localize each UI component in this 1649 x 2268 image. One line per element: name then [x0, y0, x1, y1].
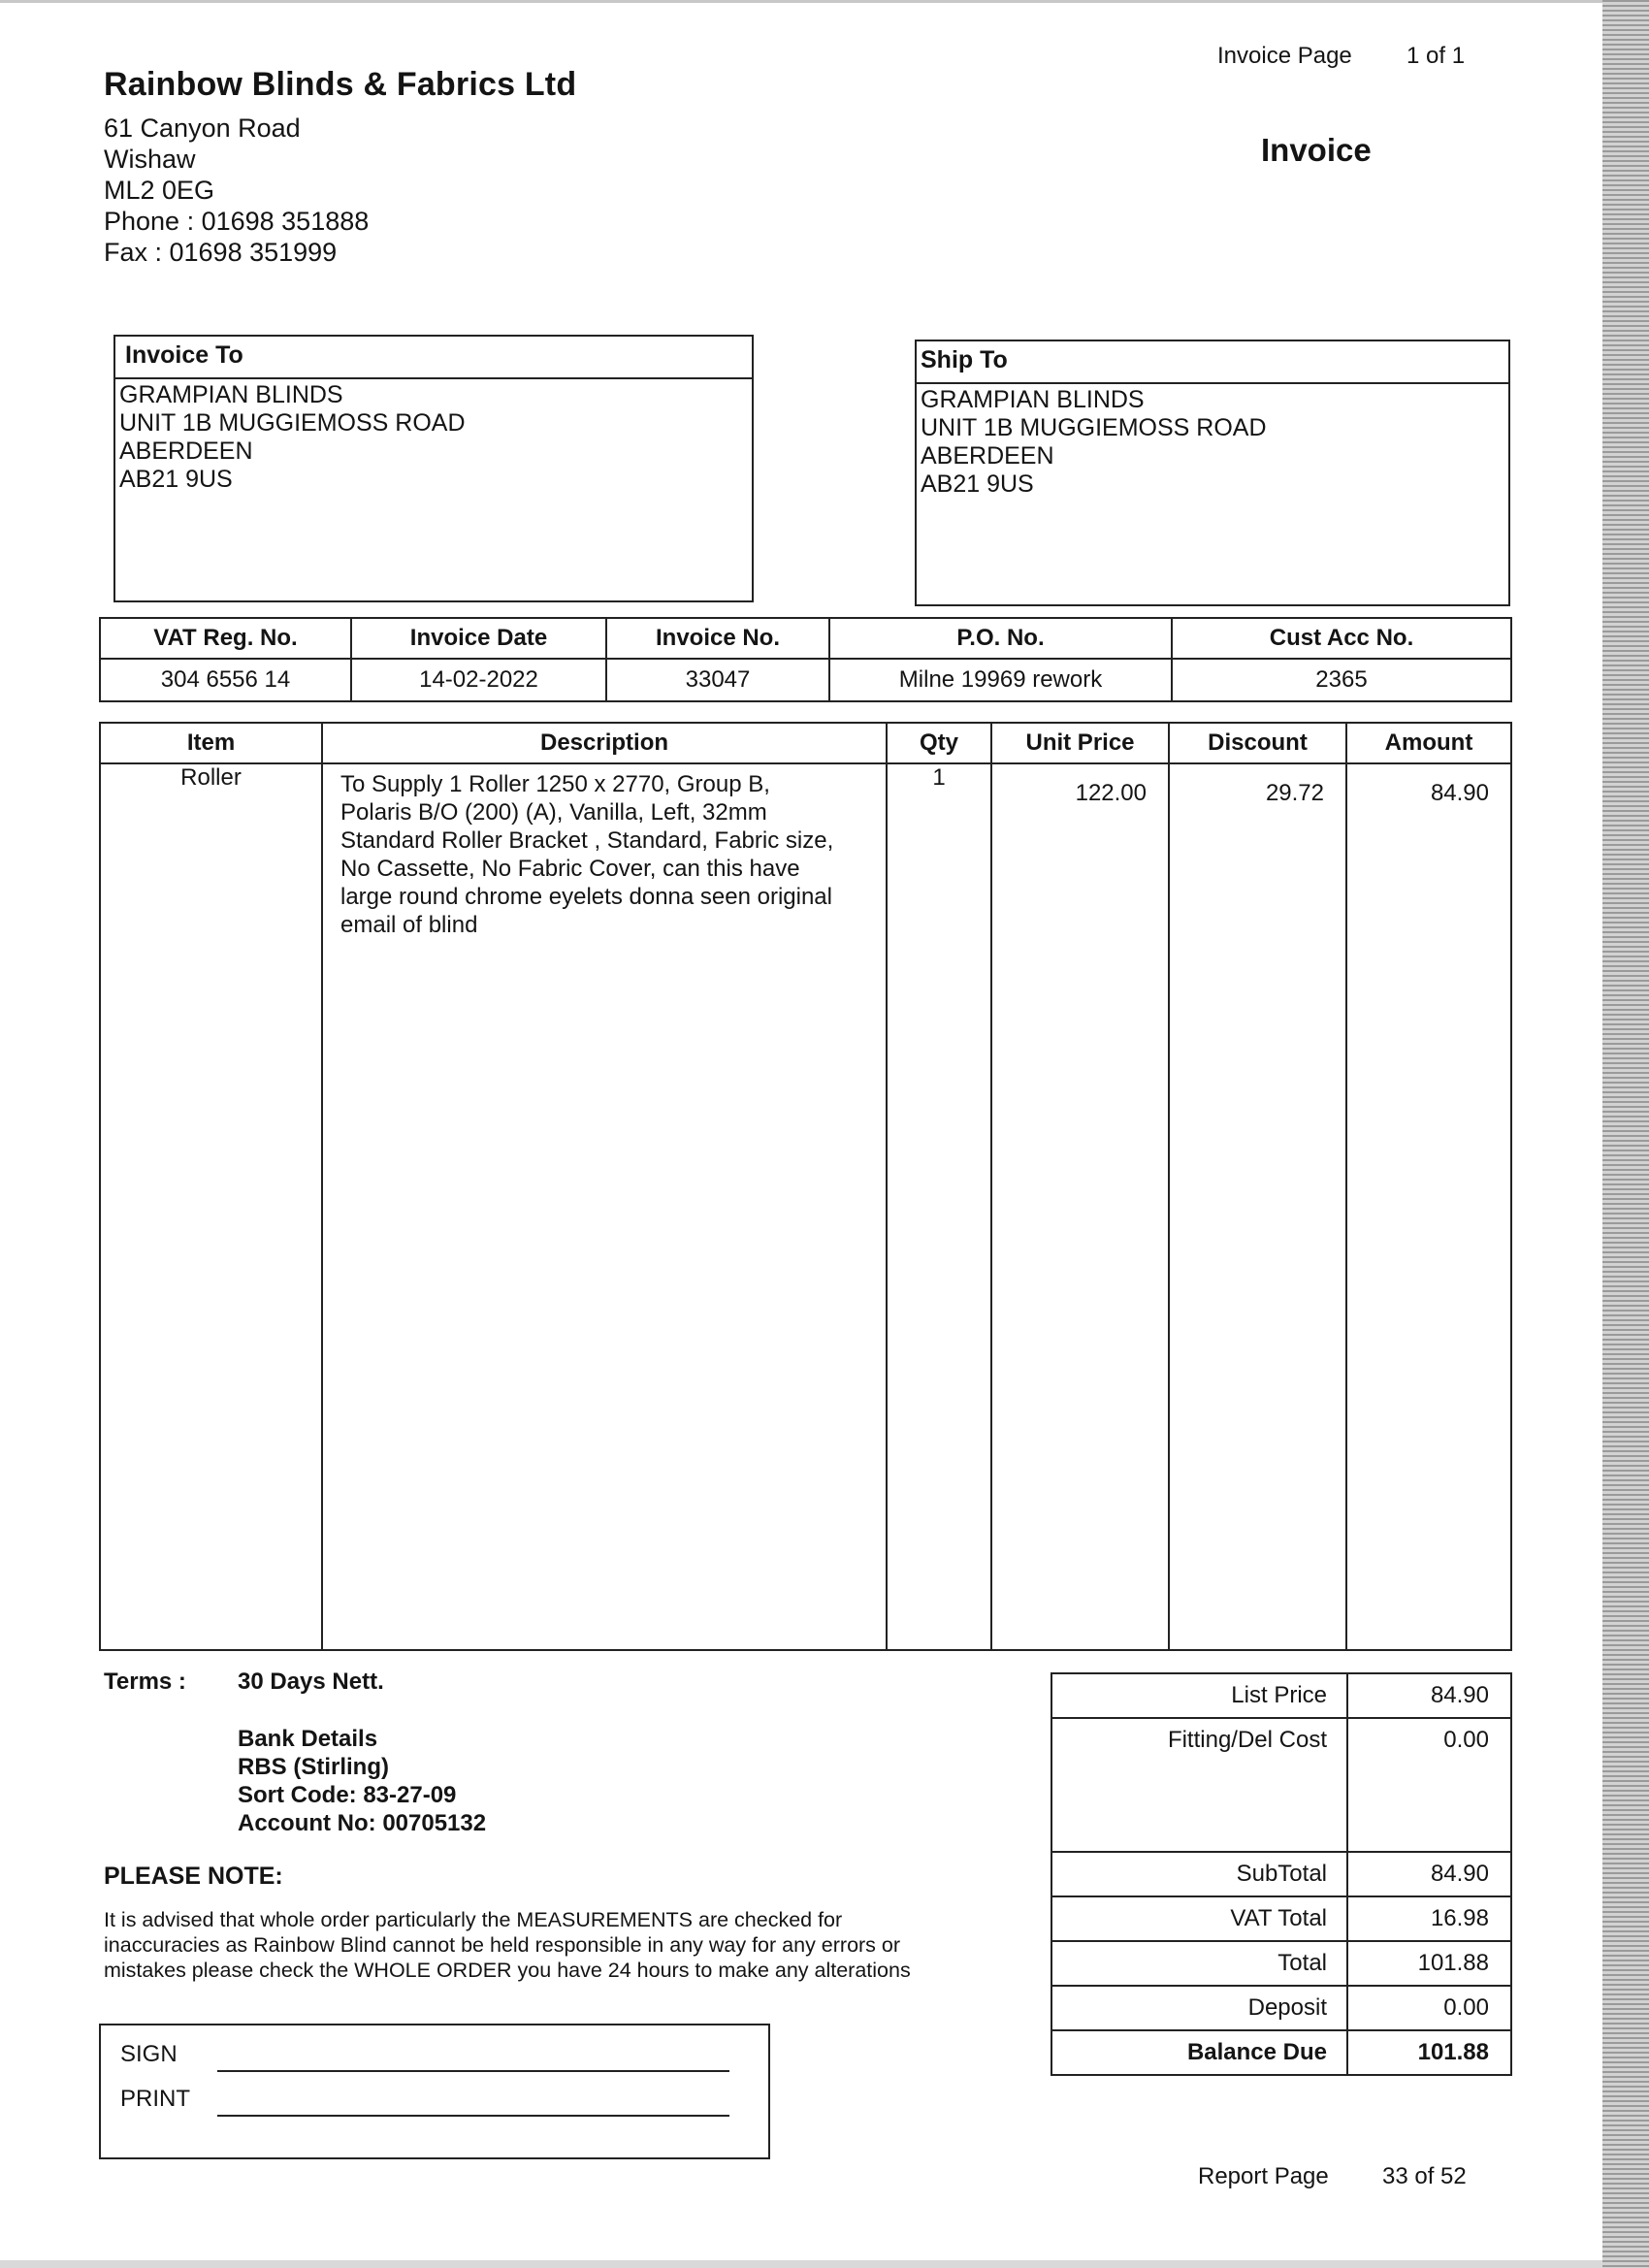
scan-side-edge [1602, 0, 1649, 2268]
table-row [100, 763, 1511, 1650]
description-line: Polaris B/O (200) (A), Vanilla, Left, 32mm [340, 799, 767, 826]
list-price-label: List Price [1051, 1673, 1347, 1718]
invoice-date-header: Invoice Date [351, 618, 606, 659]
invoice-to-line: AB21 9US [119, 466, 233, 493]
please-note-line: mistakes please check the WHOLE ORDER you have 24 hours to make any alterations [104, 1959, 911, 1982]
qty-header: Qty [887, 723, 991, 763]
description-header: Description [322, 723, 887, 763]
deposit-label: Deposit [1051, 1986, 1347, 2030]
totals-row [1051, 1718, 1511, 1852]
item-cell: Roller [100, 763, 322, 1650]
signature-box [99, 2024, 770, 2159]
company-address-line-1: 61 Canyon Road [104, 113, 301, 143]
invoice-page-value: 1 of 1 [1406, 43, 1466, 69]
totals-table [1051, 1672, 1512, 2076]
totals-row [1051, 1852, 1511, 1896]
deposit-value: 0.00 [1347, 1986, 1511, 2030]
description-line: large round chrome eyelets donna seen original [340, 884, 832, 910]
totals-row [1051, 2030, 1511, 2075]
vat-reg-header: VAT Reg. No. [100, 618, 351, 659]
vat-total-value: 16.98 [1347, 1896, 1511, 1941]
totals-row [1051, 1986, 1511, 2030]
po-no-header: P.O. No. [829, 618, 1172, 659]
fitting-cost-value: 0.00 [1347, 1718, 1511, 1852]
total-label: Total [1051, 1941, 1347, 1986]
ship-to-line: AB21 9US [921, 470, 1034, 498]
company-name: Rainbow Blinds & Fabrics Ltd [104, 66, 577, 103]
ship-to-line: GRAMPIAN BLINDS [921, 386, 1145, 413]
invoice-to-box [113, 335, 754, 602]
print-line[interactable] [217, 2115, 729, 2117]
bank-details-heading: Bank Details [238, 1726, 378, 1752]
please-note-heading: PLEASE NOTE: [104, 1863, 283, 1890]
bank-name: RBS (Stirling) [238, 1754, 389, 1780]
invoice-to-line: GRAMPIAN BLINDS [119, 381, 343, 408]
item-header: Item [100, 723, 322, 763]
please-note-text [104, 1907, 1006, 1983]
invoice-info-header-row [100, 618, 1511, 659]
ship-to-box [915, 340, 1510, 606]
balance-due-label: Balance Due [1051, 2030, 1347, 2075]
description-line: email of blind [340, 912, 478, 938]
report-page-value: 33 of 52 [1382, 2163, 1467, 2189]
account-no: Account No: 00705132 [238, 1810, 487, 1836]
totals-row [1051, 1673, 1511, 1718]
company-address-line-2: Wishaw [104, 145, 196, 174]
ship-to-address [921, 386, 1267, 499]
company-address-line-3: ML2 0EG [104, 176, 215, 205]
vat-reg-value: 304 6556 14 [100, 659, 351, 701]
report-page-label: Report Page [1198, 2163, 1329, 2189]
invoice-page-label: Invoice Page [1217, 43, 1352, 69]
unit-price-cell: 122.00 [991, 763, 1169, 1650]
items-header-row [100, 723, 1511, 763]
invoice-to-label: Invoice To [115, 337, 752, 379]
cust-acc-header: Cust Acc No. [1172, 618, 1511, 659]
description-line: No Cassette, No Fabric Cover, can this have [340, 856, 800, 882]
please-note-line: inaccuracies as Rainbow Blind cannot be held responsible in any way for any errors or [104, 1933, 901, 1957]
invoice-no-header: Invoice No. [606, 618, 829, 659]
please-note-line: It is advised that whole order particularly the MEASUREMENTS are checked for [104, 1908, 843, 1931]
amount-cell: 84.90 [1346, 763, 1511, 1650]
company-fax: Fax : 01698 351999 [104, 238, 338, 267]
document-title: Invoice [1261, 132, 1372, 168]
invoice-date-value: 14-02-2022 [351, 659, 606, 701]
invoice-to-line: ABERDEEN [119, 437, 253, 465]
ship-to-line: UNIT 1B MUGGIEMOSS ROAD [921, 414, 1267, 441]
list-price-value: 84.90 [1347, 1673, 1511, 1718]
company-phone: Phone : 01698 351888 [104, 207, 370, 236]
subtotal-label: SubTotal [1051, 1852, 1347, 1896]
items-table [99, 722, 1512, 1651]
invoice-info-value-row [100, 659, 1511, 701]
scan-top-edge [0, 0, 1602, 3]
totals-row [1051, 1896, 1511, 1941]
invoice-info-table [99, 617, 1512, 702]
unit-price-header: Unit Price [991, 723, 1169, 763]
terms-value: 30 Days Nett. [238, 1669, 384, 1695]
total-value: 101.88 [1347, 1941, 1511, 1986]
invoice-to-line: UNIT 1B MUGGIEMOSS ROAD [119, 409, 466, 437]
cust-acc-value: 2365 [1172, 659, 1511, 701]
ship-to-label: Ship To [917, 341, 1508, 384]
description-cell [322, 763, 887, 1650]
ship-to-line: ABERDEEN [921, 442, 1054, 470]
subtotal-value: 84.90 [1347, 1852, 1511, 1896]
amount-header: Amount [1346, 723, 1511, 763]
terms-label: Terms : [104, 1669, 186, 1695]
print-label: PRINT [120, 2086, 190, 2112]
invoice-to-address [119, 381, 466, 494]
po-no-value: Milne 19969 rework [829, 659, 1172, 701]
sign-line[interactable] [217, 2070, 729, 2072]
fitting-cost-label: Fitting/Del Cost [1051, 1718, 1347, 1852]
discount-cell: 29.72 [1169, 763, 1346, 1650]
scan-bottom-edge [0, 2260, 1602, 2268]
description-line: Standard Roller Bracket , Standard, Fabric size, [340, 827, 834, 854]
description-line: To Supply 1 Roller 1250 x 2770, Group B, [340, 771, 770, 797]
balance-due-value: 101.88 [1347, 2030, 1511, 2075]
vat-total-label: VAT Total [1051, 1896, 1347, 1941]
sort-code: Sort Code: 83-27-09 [238, 1782, 457, 1808]
totals-row [1051, 1941, 1511, 1986]
sign-label: SIGN [120, 2041, 178, 2067]
discount-header: Discount [1169, 723, 1346, 763]
invoice-no-value: 33047 [606, 659, 829, 701]
qty-cell: 1 [887, 763, 991, 1650]
